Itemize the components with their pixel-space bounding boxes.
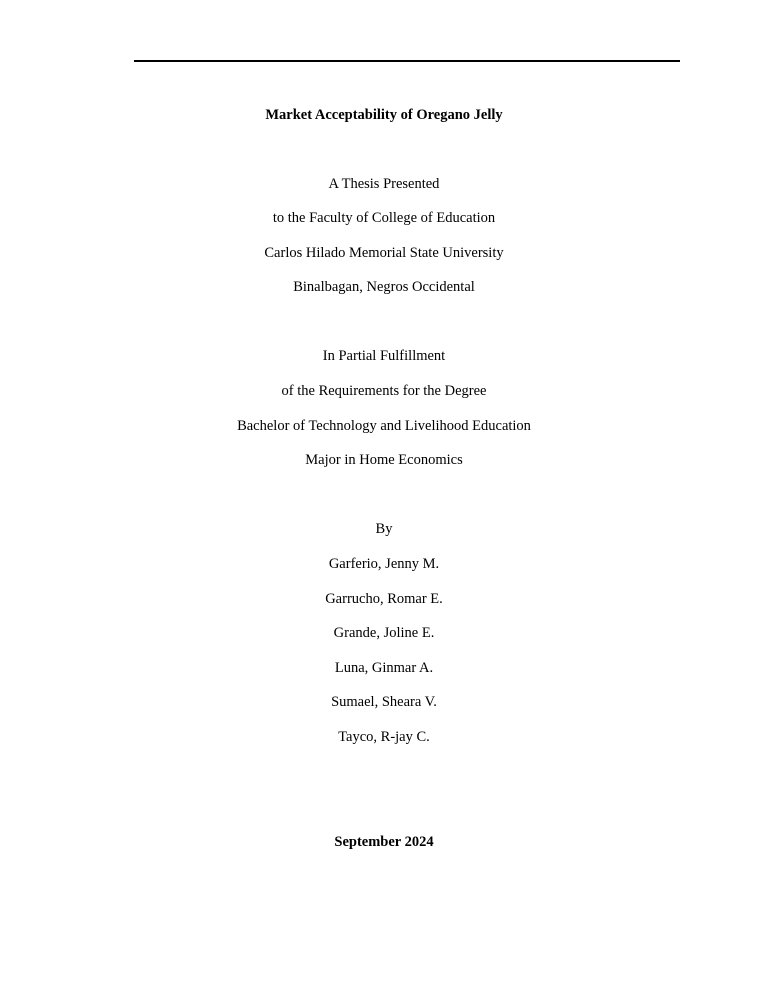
presentation-line-4: Binalbagan, Negros Occidental [293, 279, 475, 295]
fulfillment-line-3: Bachelor of Technology and Livelihood Education [237, 418, 531, 434]
submission-date: September 2024 [334, 834, 434, 850]
author-5: Sumael, Sheara V. [331, 694, 437, 710]
top-horizontal-rule [134, 60, 680, 62]
author-6: Tayco, R-jay C. [338, 729, 430, 745]
presentation-line-3: Carlos Hilado Memorial State University [264, 245, 504, 261]
by-label: By [375, 521, 393, 537]
fulfillment-line-4: Major in Home Economics [305, 452, 463, 468]
author-1: Garferio, Jenny M. [328, 556, 440, 572]
author-3: Grande, Joline E. [333, 625, 435, 641]
presentation-line-1: A Thesis Presented [328, 176, 440, 192]
author-4: Luna, Ginmar A. [334, 660, 434, 676]
author-2: Garrucho, Romar E. [325, 591, 443, 607]
fulfillment-line-1: In Partial Fulfillment [322, 348, 446, 364]
presentation-line-2: to the Faculty of College of Education [272, 210, 496, 226]
fulfillment-line-2: of the Requirements for the Degree [281, 383, 487, 399]
thesis-title: Market Acceptability of Oregano Jelly [265, 107, 503, 123]
